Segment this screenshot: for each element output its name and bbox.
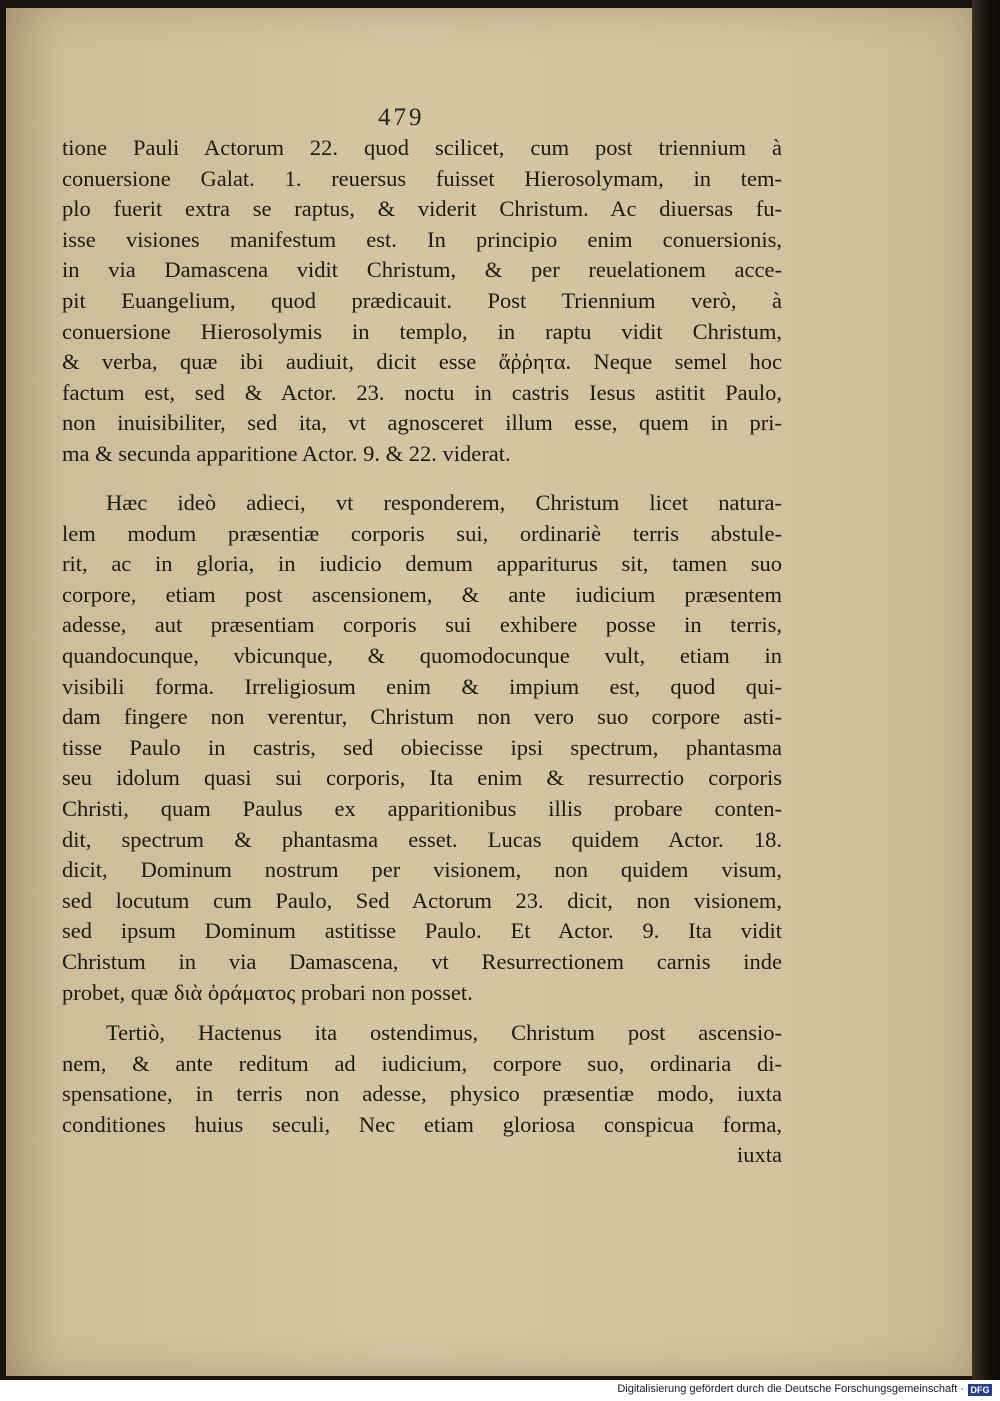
paragraph-3 xyxy=(62,1018,782,1171)
text-line: corpore, etiam post ascensionem, & ante iudicium præsentem xyxy=(62,581,782,607)
text-line: tisse Paulo in castris, sed obiecisse ipsi spectrum, phantasma xyxy=(62,734,782,760)
funding-credit: Digitalisierung gefördert durch die Deutsche Forschungsgemeinschaft · xyxy=(617,1383,964,1395)
text-line: rit, ac in gloria, in iudicio demum appariturus sit, tamen suo xyxy=(62,551,782,577)
text-line: visibili forma. Irreligiosum enim & impium est, quod qui- xyxy=(62,673,782,699)
text-line: non inuisibiliter, sed ita, vt agnosceret illum esse, quem in pri- xyxy=(62,410,782,436)
text-line: Tertiò, Hactenus ita ostendimus, Christum post ascensio- xyxy=(106,1020,782,1045)
paragraph-1 xyxy=(62,133,782,470)
text-line: lem modum præsentiæ corporis sui, ordinariè terris abstule- xyxy=(62,520,782,546)
book-page xyxy=(6,8,972,1376)
text-line: & verba, quæ ibi audiuit, dicit esse ἄῤῥητα. Neque semel hoc xyxy=(62,349,782,375)
text-line: ma & secunda apparitione Actor. 9. & 22. viderat. xyxy=(62,440,511,466)
catchword: iuxta xyxy=(737,1142,782,1168)
text-line: Christum in via Damascena, vt Resurrectionem carnis inde xyxy=(62,948,782,974)
text-line: dit, spectrum & phantasma esset. Lucas quidem Actor. 18. xyxy=(62,826,782,852)
text-line: pit Euangelium, quod prædicauit. Post Triennium verò, à xyxy=(62,287,782,313)
dfg-logo-icon: DFG xyxy=(968,1384,992,1396)
text-line: probet, quæ διὰ ὁράματος probari non posset. xyxy=(62,979,473,1005)
text-line: tione Pauli Actorum 22. quod scilicet, cum post triennium à xyxy=(62,135,782,160)
page-number: 479 xyxy=(378,104,425,131)
text-line: adesse, aut præsentiam corporis sui exhibere posse in terris, xyxy=(62,612,782,638)
text-line: sed locutum cum Paulo, Sed Actorum 23. dicit, non visionem, xyxy=(62,887,782,913)
text-line: Christi, quam Paulus ex apparitionibus illis probare conten- xyxy=(62,795,782,821)
paragraph-2 xyxy=(62,488,782,1008)
text-line: quandocunque, vbicunque, & quomodocunque vult, etiam in xyxy=(62,642,782,668)
text-line: sed ipsum Dominum astitisse Paulo. Et Actor. 9. Ita vidit xyxy=(62,918,782,944)
text-line: nem, & ante reditum ad iudicium, corpore suo, ordinaria di- xyxy=(62,1050,782,1076)
text-line: seu idolum quasi sui corporis, Ita enim & resurrectio corporis xyxy=(62,765,782,791)
page-gutter xyxy=(972,0,1000,1380)
text-line: plo fuerit extra se raptus, & viderit Christum. Ac diuersas fu- xyxy=(62,196,782,222)
text-line: dam fingere non verentur, Christum non vero suo corpore asti- xyxy=(62,704,782,730)
text-line: isse visiones manifestum est. In principio enim conuersionis, xyxy=(62,226,782,252)
text-line: spensatione, in terris non adesse, physico præsentiæ modo, iuxta xyxy=(62,1081,782,1107)
text-line: conuersione Galat. 1. reuersus fuisset Hierosolymam, in tem- xyxy=(62,165,782,191)
text-line: factum est, sed & Actor. 23. noctu in castris Iesus astitit Paulo, xyxy=(62,379,782,405)
text-line: dicit, Dominum nostrum per visionem, non quidem visum, xyxy=(62,857,782,883)
text-line: conuersione Hierosolymis in templo, in raptu vidit Christum, xyxy=(62,318,782,344)
text-line: in via Damascena vidit Christum, & per reuelationem acce- xyxy=(62,257,782,283)
footer-bar xyxy=(0,1380,1000,1401)
text-line: conditiones huius seculi, Nec etiam gloriosa conspicua forma, xyxy=(62,1111,782,1137)
text-line: Hæc ideò adieci, vt responderem, Christum licet natura- xyxy=(106,490,782,515)
